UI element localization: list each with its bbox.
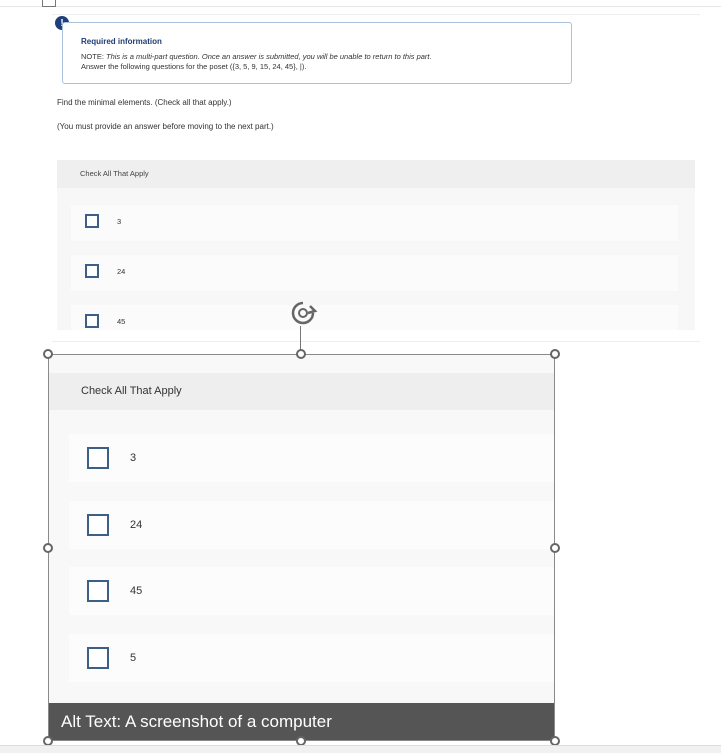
panel-header-label: Check All That Apply (81, 385, 182, 397)
checkbox[interactable] (85, 314, 99, 328)
document-top-rule (0, 0, 721, 7)
resize-handle-top-right[interactable] (550, 349, 560, 359)
option-label: 24 (130, 519, 143, 531)
check-all-panel-small (57, 160, 695, 330)
resize-handle-top[interactable] (296, 349, 306, 359)
checkbox[interactable] (87, 447, 109, 469)
option-row[interactable] (71, 305, 678, 330)
document-corner-marker (42, 0, 56, 7)
option-label: 3 (117, 217, 122, 226)
resize-handle-left[interactable] (43, 543, 53, 553)
document-line (52, 341, 700, 342)
option-row[interactable] (71, 205, 678, 241)
rotate-handle-stem (300, 326, 301, 350)
rotate-icon[interactable] (288, 298, 318, 328)
checkbox[interactable] (85, 264, 99, 278)
panel-header (57, 160, 695, 188)
option-label: 45 (130, 585, 143, 597)
option-label: 5 (130, 652, 137, 664)
notice-instruction: Answer the following questions for the poset ({3, 5, 9, 15, 24, 45}, |). (81, 62, 307, 71)
resize-handle-right[interactable] (550, 543, 560, 553)
question-requirement: (You must provide an answer before moving to the next part.) (57, 122, 274, 131)
resize-handle-top-left[interactable] (43, 349, 53, 359)
note-prefix: NOTE: (81, 52, 107, 61)
required-info-notice (62, 22, 572, 84)
notice-title: Required information (81, 37, 162, 46)
option-row[interactable] (69, 501, 554, 549)
option-row[interactable] (69, 634, 554, 682)
checkbox[interactable] (87, 580, 109, 602)
option-row[interactable] (69, 434, 554, 482)
checkbox[interactable] (87, 514, 109, 536)
option-label: 24 (117, 267, 126, 276)
document-line (52, 14, 700, 15)
checkbox[interactable] (87, 647, 109, 669)
option-label: 3 (130, 452, 137, 464)
option-row[interactable] (71, 255, 678, 291)
checkbox[interactable] (85, 214, 99, 228)
question-prompt: Find the minimal elements. (Check all that apply.) (57, 98, 232, 107)
alt-text-label: Alt Text: A screenshot of a computer (61, 712, 332, 731)
panel-header (49, 373, 554, 410)
selected-image-frame[interactable] (48, 354, 555, 741)
note-italic: This is a multi-part question. Once an answer is submitted, you will be unable to return to this part. (106, 52, 432, 61)
option-row[interactable] (69, 567, 554, 615)
option-label: 45 (117, 317, 126, 326)
panel-header-label: Check All That Apply (80, 169, 149, 178)
notice-text (81, 52, 561, 72)
